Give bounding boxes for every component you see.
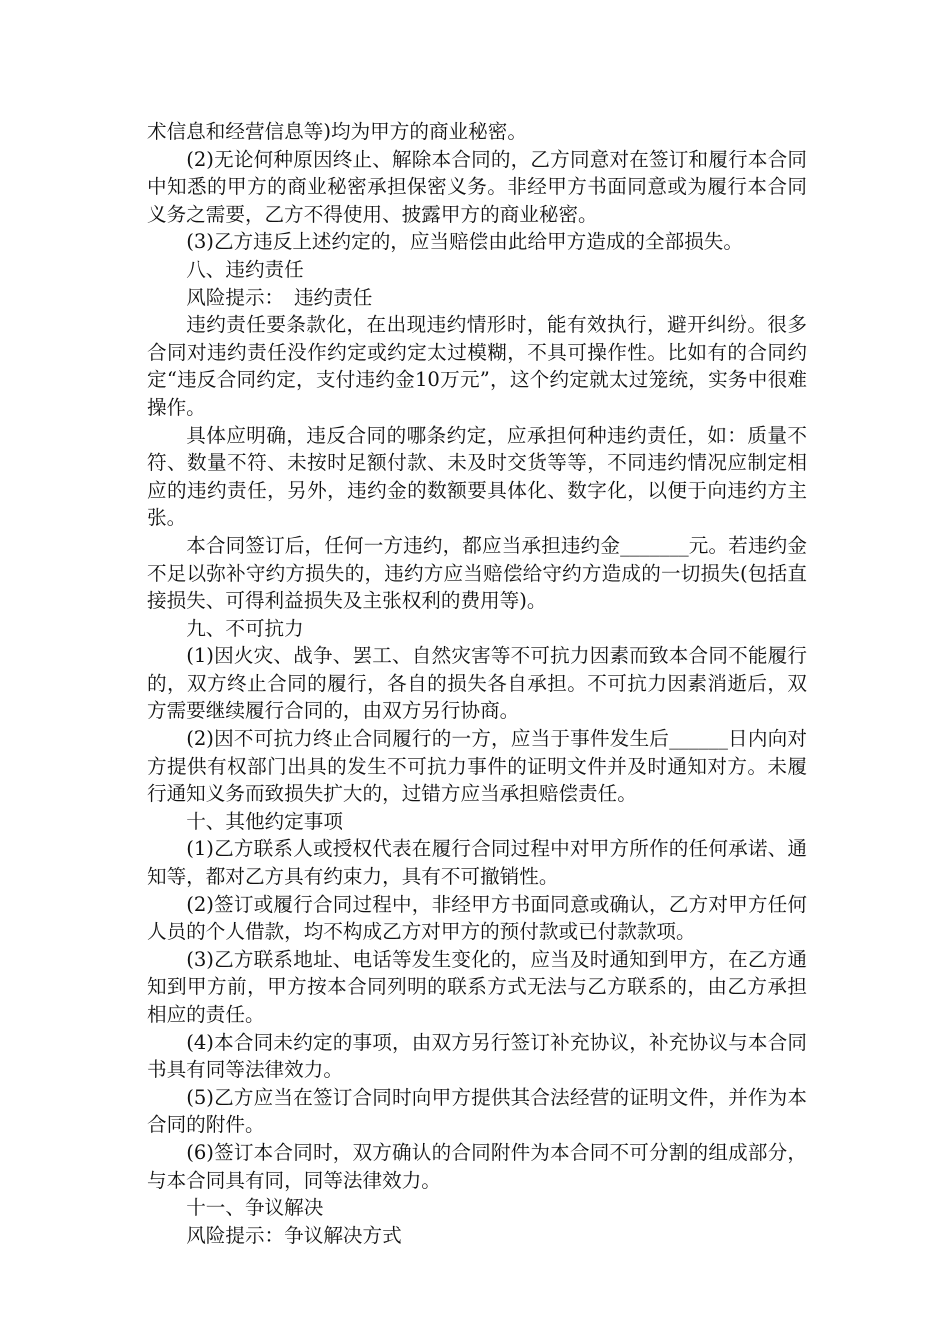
paragraph-continuation: 术信息和经营信息等)均为甲方的商业秘密。 bbox=[147, 120, 527, 143]
section-heading-dispute: 十一、争议解决 bbox=[186, 1196, 324, 1220]
other-item-5: (5)乙方应当在签订合同时向甲方提供其合法经营的证明文件，并作为本合同的附件。 bbox=[147, 1085, 807, 1137]
paragraph-breach-specific: 具体应明确，违反合同的哪条约定，应承担何种违约责任，如：质量不符、数量不符、未按时足额付款、未及时交货等等，不同违约情况应制定相应的违约责任，另外，违约金的数额要具体化、数字化，以便于向违约方主张。 bbox=[147, 423, 807, 530]
risk-tip-dispute: 风险提示：争议解决方式 bbox=[186, 1223, 402, 1247]
section-heading-other: 十、其他约定事项 bbox=[186, 809, 343, 833]
risk-tip-breach: 风险提示： 违约责任 bbox=[186, 285, 373, 309]
paragraph-penalty: 本合同签订后，任何一方违约，都应当承担违约金_______元。若违约金不足以弥补守约方损失的，违约方应当赔偿给守约方造成的一切损失(包括直接损失、可得利益损失及主张权利的费用等)。 bbox=[147, 533, 807, 613]
paragraph-breach-clause: 违约责任要条款化，在出现违约情形时，能有效执行，避开纠纷。很多合同对违约责任没作约定或约定太过模糊，不具可操作性。比如有的合同约定“违反合同约定，支付违约金10万元”，这个约定就太过笼统，实务中很难操作。 bbox=[147, 313, 807, 419]
clause-item-2: (2)无论何种原因终止、解除本合同的，乙方同意对在签订和履行本合同中知悉的甲方的商业秘密承担保密义务。非经甲方书面同意或为履行本合同义务之需要，乙方不得使用、披露甲方的商业秘密。 bbox=[147, 147, 807, 226]
force-majeure-item-2: (2)因不可抗力终止合同履行的一方，应当于事件发生后______日内向对方提供有权部门出具的发生不可抗力事件的证明文件并及时通知对方。未履行通知义务而致损失扩大的，过错方应当承担赔偿责任。 bbox=[147, 727, 807, 806]
document-page bbox=[147, 118, 807, 1249]
section-heading-breach: 八、违约责任 bbox=[186, 257, 304, 281]
other-item-6: (6)签订本合同时，双方确认的合同附件为本合同不可分割的组成部分，与本合同具有同，同等法律效力。 bbox=[147, 1140, 807, 1192]
force-majeure-item-1: (1)因火灾、战争、罢工、自然灾害等不可抗力因素而致本合同不能履行的，双方终止合同的履行，各自的损失各自承担。不可抗力因素消逝后，双方需要继续履行合同的，由双方另行协商。 bbox=[147, 644, 807, 723]
other-item-1: (1)乙方联系人或授权代表在履行合同过程中对甲方所作的任何承诺、通知等，都对乙方具有约束力，具有不可撤销性。 bbox=[147, 837, 807, 889]
clause-item-3: (3)乙方违反上述约定的，应当赔偿由此给甲方造成的全部损失。 bbox=[186, 230, 743, 254]
other-item-4: (4)本合同未约定的事项，由双方另行签订补充协议，补充协议与本合同书具有同等法律效力。 bbox=[147, 1030, 807, 1082]
section-heading-force-majeure: 九、不可抗力 bbox=[186, 616, 304, 640]
other-item-3: (3)乙方联系地址、电话等发生变化的，应当及时通知到甲方，在乙方通知到甲方前，甲方按本合同列明的联系方式无法与乙方联系的，由乙方承担相应的责任。 bbox=[147, 947, 807, 1026]
other-item-2: (2)签订或履行合同过程中，非经甲方书面同意或确认，乙方对甲方任何人员的个人借款，均不构成乙方对甲方的预付款或已付款款项。 bbox=[147, 892, 807, 944]
